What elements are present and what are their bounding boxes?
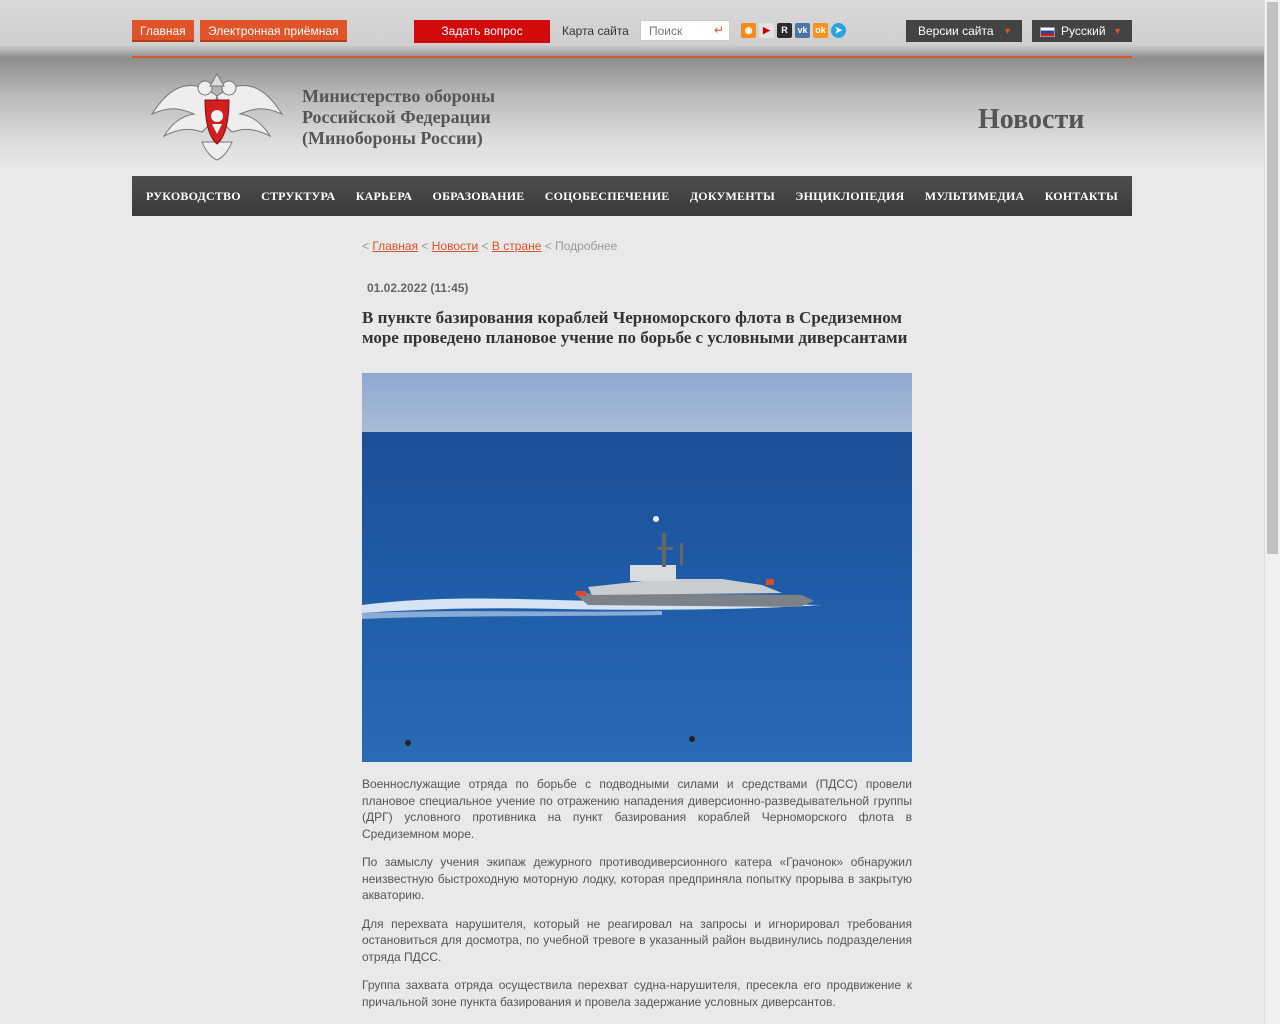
search-input[interactable] (641, 21, 717, 40)
ministry-name[interactable] (302, 86, 562, 149)
vk-icon[interactable]: vk (795, 23, 810, 38)
header-divider (132, 56, 1132, 58)
chevron-down-icon: ▼ (1003, 26, 1012, 36)
youtube-icon[interactable]: ▶ (759, 23, 774, 38)
ministry-name-line2: Российской Федерации (302, 107, 491, 127)
telegram-icon[interactable]: ➤ (831, 23, 846, 38)
breadcrumb-country[interactable]: В стране (491, 239, 542, 253)
article-photo[interactable] (362, 373, 912, 762)
chevron-down-icon: ▼ (1113, 26, 1122, 36)
article-paragraph: Военнослужащие отряда по борьбе с подводными силами и средствами (ПДСС) провели плановое специальное учение по отражению нападения диверсионно-разведывательной группы (ДРГ) условного противника на пункт базирования кораблей Черноморского флота в Средиземном море. (362, 777, 912, 841)
scrollbar-thumb[interactable] (1267, 2, 1278, 554)
ask-question-button[interactable]: Задать вопрос (414, 20, 550, 43)
article-paragraph: Группа захвата отряда осуществила перехват судна-нарушителя, пресекла его продвижение к причальной зоне пункта базирования и провела задержание условных диверсантов. (362, 978, 912, 1009)
breadcrumb-news[interactable]: Новости (431, 239, 479, 253)
double-headed-eagle-emblem-icon[interactable] (150, 66, 284, 164)
language-dropdown[interactable] (1032, 20, 1132, 42)
nav-item-documents[interactable]: ДОКУМЕНТЫ (689, 188, 775, 203)
nav-item-social-security[interactable]: СОЦОБЕСПЕЧЕНИЕ (544, 188, 670, 203)
site-versions-label: Версии сайта (918, 24, 994, 38)
article-body (362, 776, 912, 1022)
breadcrumb-home[interactable]: Главная (372, 239, 419, 253)
breadcrumb-separator: < (481, 239, 489, 253)
ministry-name-line3: (Минобороны России) (302, 128, 483, 148)
odnoklassniki-icon[interactable]: ok (813, 23, 828, 38)
article-date: 01.02.2022 (11:45) (367, 281, 469, 295)
social-icons (741, 23, 849, 39)
nav-item-leadership[interactable]: РУКОВОДСТВО (146, 188, 241, 203)
nav-item-career[interactable]: КАРЬЕРА (355, 188, 413, 203)
enter-icon[interactable]: ↵ (713, 23, 724, 37)
article-paragraph: По замыслу учения экипаж дежурного противодиверсионного катера «Грачонок» обнаружил неизвестную быстроходную моторную лодку, которая предприняла попытку прорыва в закрытую акваторию. (362, 855, 912, 902)
nav-item-encyclopedia[interactable]: ЭНЦИКЛОПЕДИЯ (795, 188, 905, 203)
site-versions-dropdown[interactable] (906, 20, 1022, 42)
breadcrumb (362, 239, 617, 253)
nav-item-contacts[interactable]: КОНТАКТЫ (1044, 188, 1118, 203)
sitemap-link[interactable]: Карта сайта (562, 24, 629, 38)
ministry-name-line1: Министерство обороны (302, 86, 496, 106)
section-title: Новости (978, 104, 1085, 135)
vertical-scrollbar[interactable] (1264, 0, 1280, 1024)
breadcrumb-separator: < (362, 239, 370, 253)
breadcrumb-current: Подробнее (555, 239, 618, 253)
nav-item-multimedia[interactable]: МУЛЬТИМЕДИА (924, 188, 1025, 203)
nav-item-education[interactable]: ОБРАЗОВАНИЕ (432, 188, 525, 203)
reception-button[interactable]: Электронная приёмная (200, 20, 347, 42)
rss-icon[interactable]: ◉ (741, 23, 756, 38)
breadcrumb-separator: < (544, 239, 552, 253)
article-title: В пункте базирования кораблей Черноморского флота в Средиземном море проведено плановое учение по борьбе с условными диверсантами (362, 308, 908, 347)
rutube-icon[interactable]: R (777, 23, 792, 38)
home-button[interactable]: Главная (132, 20, 194, 42)
language-label: Русский (1061, 24, 1106, 38)
top-bar (132, 18, 1132, 44)
main-nav (132, 176, 1132, 216)
search-box (640, 20, 730, 41)
breadcrumb-separator: < (421, 239, 429, 253)
article-paragraph: Для перехвата нарушителя, который не реагировал на запросы и игнорировал требования остановиться для досмотра, по учебной тревоге в указанный район выдвинулись подразделения отряда ПДСС. (362, 916, 912, 964)
nav-item-structure[interactable]: СТРУКТУРА (261, 188, 336, 203)
russian-flag-icon (1040, 27, 1055, 37)
